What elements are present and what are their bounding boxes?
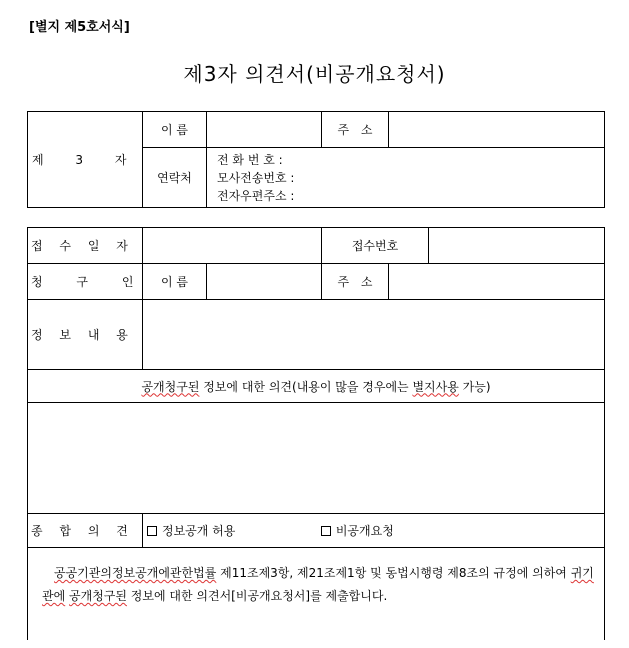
third-party-label-text: 제 3 자	[32, 153, 127, 167]
statement-part7: 정보에 대한 의견서[비공개요청서]를 제출합니다.	[126, 589, 388, 603]
contact-label: 연락처	[143, 148, 207, 208]
statement-law-name: 공공기관의정보공개에관한법률	[54, 566, 217, 580]
info-content-field[interactable]	[143, 300, 605, 370]
statement-part3: 에 의하여	[516, 566, 571, 580]
opinion-heading-part1: 공개청구된	[141, 379, 200, 394]
checkbox-icon[interactable]	[321, 526, 331, 536]
request-table	[27, 227, 605, 640]
checkbox-icon[interactable]	[147, 526, 157, 536]
form-number: [별지 제5호서식]	[29, 20, 130, 35]
option-disclose[interactable]	[147, 522, 317, 539]
opinion-heading	[28, 370, 605, 403]
info-content-label: 정 보 내 용	[28, 300, 143, 370]
statement-part2: 제11조제3항, 제21조제1항 및 동법시행령 제8조의 규정	[216, 566, 517, 580]
address-field[interactable]	[389, 112, 605, 148]
opinion-heading-part3: 별지사용	[412, 379, 459, 394]
submission-statement	[28, 548, 605, 640]
requester-label: 청 구 인	[28, 264, 143, 300]
statement-agency: 귀기관에	[42, 566, 594, 603]
third-party-table	[27, 111, 605, 208]
receipt-number-label: 접수번호	[322, 228, 429, 264]
receipt-number-field[interactable]	[429, 228, 605, 264]
option-nondisclose[interactable]	[321, 524, 394, 538]
phone-line: 전 화 번 호 :	[217, 152, 283, 167]
opinion-heading-part2: 정보에 대한 의견(내용이 많을 경우에는	[199, 379, 413, 394]
overall-opinion-label: 종 합 의 견	[28, 514, 143, 548]
third-party-label	[28, 151, 142, 168]
overall-opinion-options	[143, 514, 605, 548]
contact-details[interactable]	[207, 148, 605, 208]
third-party-label-cell	[28, 112, 143, 208]
statement-text	[42, 562, 594, 608]
received-date-field[interactable]	[143, 228, 322, 264]
statement-requested: 공개청구된	[69, 589, 127, 603]
fax-line: 모사전송번호 :	[217, 170, 295, 185]
requester-name-field[interactable]	[207, 264, 322, 300]
opinion-heading-part4: 가능)	[458, 379, 491, 394]
opinion-field[interactable]	[28, 403, 605, 514]
email-line: 전자우편주소 :	[217, 188, 295, 203]
form-title: 제3자 의견서(비공개요청서)	[183, 62, 446, 86]
requester-name-label: 이 름	[143, 264, 207, 300]
name-field[interactable]	[207, 112, 322, 148]
option-nondisclose-label: 비공개요청	[335, 524, 394, 538]
received-date-label: 접 수 일 자	[28, 228, 143, 264]
option-disclose-label: 정보공개 허용	[162, 524, 236, 538]
requester-address-field[interactable]	[389, 264, 605, 300]
requester-address-label: 주 소	[322, 264, 389, 300]
name-label: 이 름	[143, 112, 207, 148]
address-label: 주 소	[322, 112, 389, 148]
